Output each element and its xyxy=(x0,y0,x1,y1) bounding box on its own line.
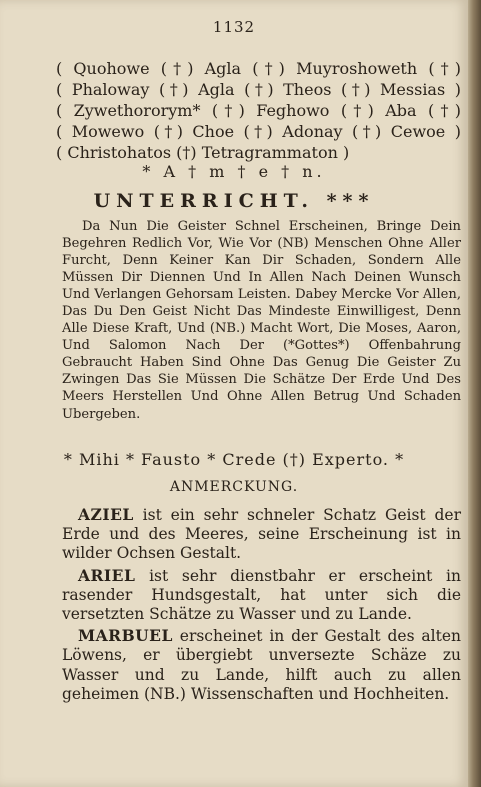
names-line: ( Christohatos (†) Tetragrammaton ) xyxy=(56,143,350,162)
motto-line: * Mihi * Fausto * Crede (†) Experto. * xyxy=(63,450,405,469)
names-line: ( Phaloway (†) Agla (†) Theos (†) Messias ) xyxy=(56,80,461,99)
instruction-paragraph: Da Nun Die Geister Schnel Erscheinen, Bringe Dein Begehren Redlich Vor, Wie Vor (NB) Menschen Ohne Aller Furcht, Denn Keiner Kan Dir Schaden, Sondern Alle Müssen Dir Diennen Und In Allen Nach Deinen Wunsch Und Verlangen Gehorsam Leisten. Dabey Mercke Vor Allen, Das Du Den Geist Nicht Das Mindeste Einwilligest, Denn Alle Diese Kraft, Und (NB.) Macht Wort, Die Moses, Aaron, Und Salomon Nach Der (*Gottes*) Offenbahrung Gebraucht Haben Sind Ohne Das Genug Die Geister Zu Zwingen Das Sie Müssen Die Schätze Der Erde Und Des Meers Herstellen Und Ohne Allen Betrug Und Schaden Ubergeben. xyxy=(62,219,461,422)
spirit-description: erscheinet in der Gestalt des alten Löwens, er übergiebt unversezte Schäze zu Wasser und zu Lande, hilft auch zu allen geheimen (NB.) Wissenschaften und Hochheiten. xyxy=(62,627,461,703)
spirit-name: MARBUEL xyxy=(78,626,173,646)
spirit-description: ist sehr dienstbahr er erscheint in rasender Hundsgestalt, hat unter sich die versetzten Schätze zu Wasser und zu Lande. xyxy=(62,566,461,624)
spirit-description: ist ein sehr schneler Schatz Geist der Erde und des Meeres, seine Erscheinung ist in wilder Ochsen Gestalt. xyxy=(62,506,461,563)
spirit-entry xyxy=(62,626,461,704)
page-number: 1132 xyxy=(212,18,256,36)
subheading: ANMERCKUNG. xyxy=(169,479,299,495)
spirit-entries xyxy=(62,505,461,706)
spirit-entry xyxy=(62,566,461,625)
spirit-name: AZIEL xyxy=(78,505,134,524)
divine-names-block xyxy=(56,58,461,163)
spirit-entry xyxy=(62,505,461,564)
names-line: ( Zywethororym* (†) Feghowo (†) Aba (†) xyxy=(56,101,461,120)
names-line: ( Mowewo (†) Choe (†) Adonay (†) Cewoe ) xyxy=(56,122,461,141)
amen-line: * A † m † e † n. xyxy=(142,162,326,181)
names-line: ( Quohowe (†) Agla (†) Muyroshoweth (†) xyxy=(56,59,461,78)
section-heading: UNTERRICHT. *** xyxy=(93,190,375,212)
book-edge xyxy=(468,0,481,787)
instruction-text xyxy=(62,218,461,423)
spirit-name: ARIEL xyxy=(78,565,136,585)
